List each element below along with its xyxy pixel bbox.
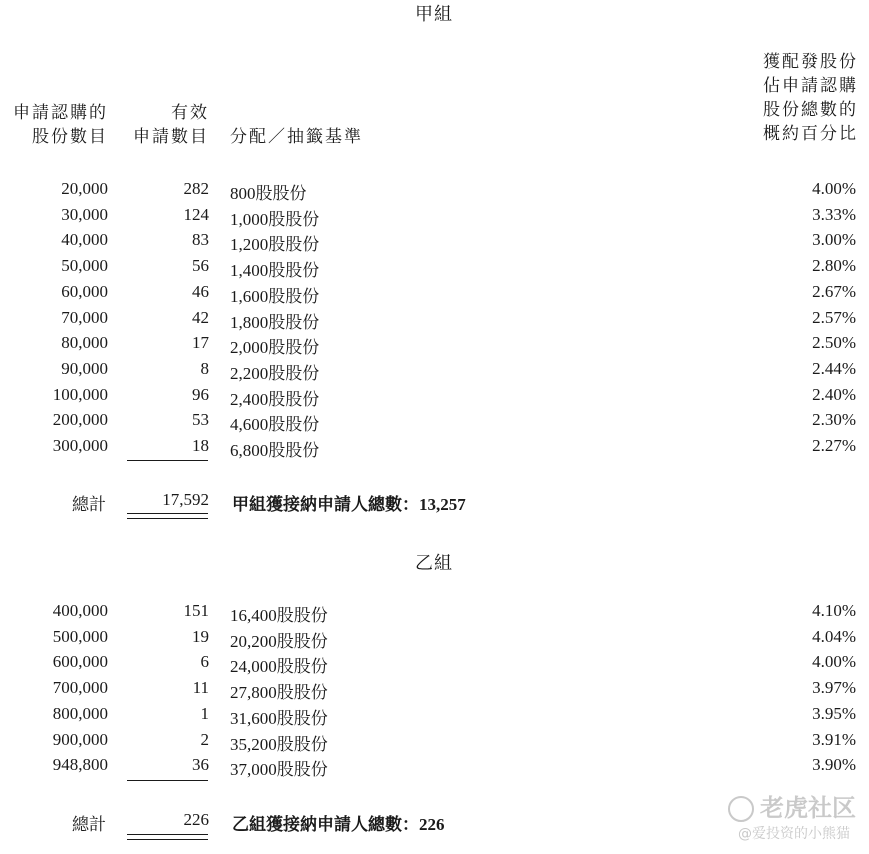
cell-valid-applications: 11: [192, 678, 209, 698]
cell-valid-applications: 124: [183, 204, 209, 224]
cell-valid-applications: 96: [192, 384, 209, 404]
cell-allocation-basis: 27,800股股份: [230, 683, 328, 703]
cell-valid-applications: 8: [200, 358, 209, 378]
watermark-brand: [728, 788, 856, 823]
cell-valid-applications: 53: [192, 410, 209, 430]
group-b-total-count: 226: [183, 810, 209, 829]
group-a-total-label: 總計: [72, 495, 106, 515]
group-a-accepted-text: 甲組獲接納申請人總數：: [232, 495, 419, 515]
group-a-title: 甲組: [415, 4, 453, 25]
cell-allocation-basis: 2,000股股份: [230, 338, 320, 358]
cell-allocation-basis: 16,400股股份: [230, 606, 328, 625]
header-applied-shares-line2: 股份數目: [32, 127, 108, 147]
cell-approx-percentage: 3.33%: [812, 204, 856, 224]
cell-approx-percentage: 2.27%: [812, 436, 856, 455]
header-allocation-basis: 分配／抽籤基準: [230, 127, 363, 147]
cell-approx-percentage: 2.50%: [812, 333, 856, 353]
cell-valid-applications: 282: [183, 179, 209, 198]
cell-allocation-basis: 6,800股股份: [230, 441, 320, 460]
cell-allocation-basis: 1,200股股份: [230, 235, 320, 255]
cell-allocation-basis: 1,600股股份: [230, 286, 320, 306]
group-b-title: 乙組: [415, 553, 453, 574]
cell-approx-percentage: 3.00%: [812, 230, 856, 250]
cell-valid-applications: 6: [200, 652, 209, 672]
cell-applied-shares: 948,800: [52, 755, 108, 775]
header-approx-percentage-line2: 佔申請認購: [763, 76, 858, 96]
cell-allocation-basis: 2,200股股份: [230, 363, 320, 383]
header-approx-percentage-line3: 股份總數的: [763, 100, 858, 120]
cell-valid-applications: 83: [192, 230, 209, 250]
cell-valid-applications: 151: [183, 601, 209, 620]
cell-allocation-basis: 1,400股股份: [230, 261, 320, 281]
watermark-user: @爱投资的小熊猫: [738, 826, 850, 842]
cell-approx-percentage: 4.10%: [812, 601, 856, 620]
cell-applied-shares: 90,000: [61, 358, 108, 378]
group-a-subtotal-rule: [127, 460, 208, 461]
cell-applied-shares: 60,000: [61, 281, 108, 301]
cell-approx-percentage: 3.91%: [812, 729, 856, 749]
group-b-accepted-text: 乙組獲接納申請人總數：: [232, 815, 419, 835]
watermark-brand-text: 老虎社区: [760, 794, 856, 822]
group-b-accepted-count: 226: [419, 815, 445, 834]
header-approx-percentage-line1: 獲配發股份: [763, 52, 858, 72]
cell-approx-percentage: 2.67%: [812, 281, 856, 301]
cell-applied-shares: 200,000: [52, 410, 108, 430]
group-a-accepted-count: 13,257: [419, 495, 466, 514]
cell-valid-applications: 56: [192, 256, 209, 276]
group-b-subtotal-rule: [127, 780, 208, 781]
cell-applied-shares: 800,000: [52, 703, 108, 723]
group-a-accepted-summary: [232, 490, 466, 515]
cell-allocation-basis: 800股股份: [230, 184, 307, 203]
cell-approx-percentage: 2.80%: [812, 256, 856, 276]
cell-valid-applications: 19: [192, 626, 209, 646]
group-b-total-label: 總計: [72, 815, 106, 835]
cell-approx-percentage: 3.97%: [812, 678, 856, 698]
header-applied-shares: [0, 101, 108, 149]
cell-applied-shares: 700,000: [52, 678, 108, 698]
cell-applied-shares: 500,000: [52, 626, 108, 646]
header-valid-applications-line2: 申請數目: [133, 127, 209, 147]
group-a-total-count: 17,592: [162, 490, 209, 509]
group-b-accepted-summary: [232, 810, 445, 835]
header-valid-applications: [120, 101, 209, 149]
cell-applied-shares: 900,000: [52, 729, 108, 749]
cell-applied-shares: 20,000: [61, 179, 108, 198]
cell-applied-shares: 30,000: [61, 204, 108, 224]
cell-allocation-basis: 24,000股股份: [230, 657, 328, 677]
cell-approx-percentage: 3.95%: [812, 703, 856, 723]
cell-approx-percentage: 2.44%: [812, 358, 856, 378]
cell-valid-applications: 17: [192, 333, 209, 353]
cell-approx-percentage: 4.00%: [812, 652, 856, 672]
group-a-total-double-rule: [127, 513, 208, 519]
cell-applied-shares: 300,000: [52, 436, 108, 455]
cell-applied-shares: 600,000: [52, 652, 108, 672]
cell-allocation-basis: 4,600股股份: [230, 415, 320, 435]
cell-allocation-basis: 37,000股股份: [230, 760, 328, 780]
cell-applied-shares: 400,000: [52, 601, 108, 620]
cell-approx-percentage: 2.30%: [812, 410, 856, 430]
cell-allocation-basis: 1,000股股份: [230, 209, 320, 229]
cell-valid-applications: 1: [200, 703, 209, 723]
cell-allocation-basis: 20,200股股份: [230, 631, 328, 651]
cell-allocation-basis: 1,800股股份: [230, 312, 320, 332]
cell-approx-percentage: 2.40%: [812, 384, 856, 404]
cell-allocation-basis: 31,600股股份: [230, 708, 328, 728]
cell-approx-percentage: 4.04%: [812, 626, 856, 646]
cell-applied-shares: 40,000: [61, 230, 108, 250]
cell-applied-shares: 80,000: [61, 333, 108, 353]
cell-applied-shares: 70,000: [61, 307, 108, 327]
header-approx-percentage: [700, 50, 858, 146]
header-applied-shares-line1: 申請認購的: [13, 103, 108, 123]
header-valid-applications-line1: 有效: [171, 103, 209, 123]
cell-approx-percentage: 3.90%: [812, 755, 856, 775]
cell-allocation-basis: 2,400股股份: [230, 389, 320, 409]
cell-approx-percentage: 2.57%: [812, 307, 856, 327]
cell-valid-applications: 46: [192, 281, 209, 301]
cell-valid-applications: 36: [192, 755, 209, 775]
cell-approx-percentage: 4.00%: [812, 179, 856, 198]
cell-valid-applications: 18: [192, 436, 209, 455]
cell-allocation-basis: 35,200股股份: [230, 734, 328, 754]
tiger-logo-icon: [728, 796, 754, 822]
header-approx-percentage-line4: 概約百分比: [763, 124, 858, 144]
cell-applied-shares: 50,000: [61, 256, 108, 276]
cell-valid-applications: 42: [192, 307, 209, 327]
cell-valid-applications: 2: [200, 729, 209, 749]
cell-applied-shares: 100,000: [52, 384, 108, 404]
group-b-total-double-rule: [127, 834, 208, 840]
